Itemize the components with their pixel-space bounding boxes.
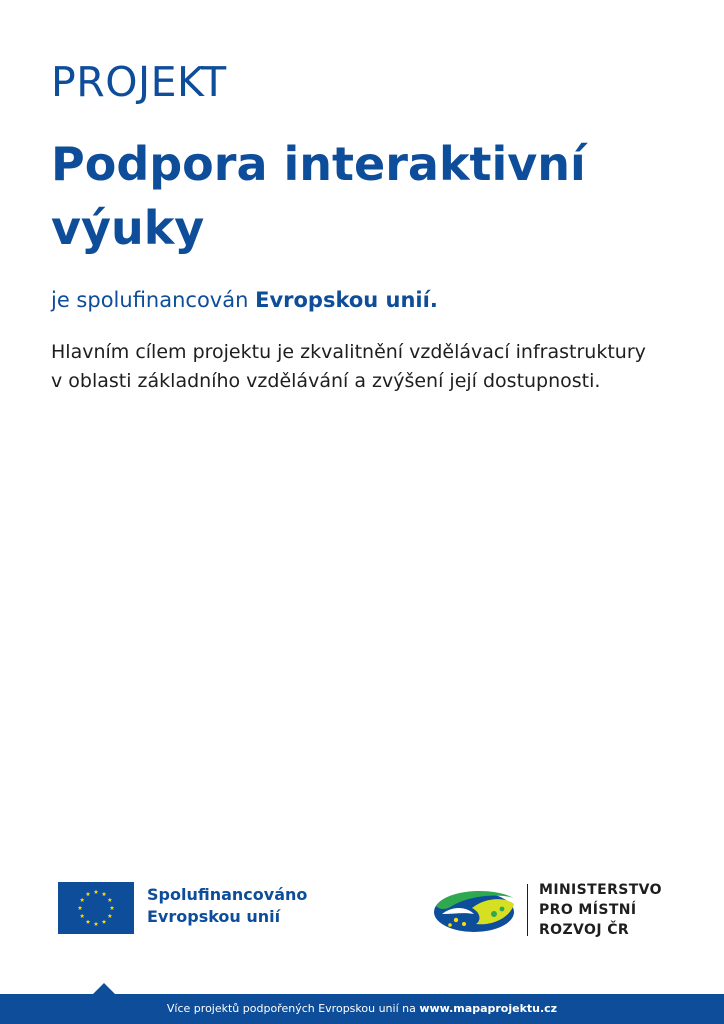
footer-link[interactable]: www.mapaprojektu.cz: [419, 1002, 558, 1015]
goal-line-1: Hlavním cílem projektu je zkvalitnění vzdělávací infrastruktury: [51, 341, 646, 363]
eu-flag-icon: [58, 882, 134, 934]
footer-text-prefix: Více projektů podpořených Evropskou unií na: [166, 1002, 420, 1015]
project-goal: [51, 338, 691, 396]
footer-text: [0, 994, 724, 1024]
eu-logo-line-1: Spolufinancováno: [147, 885, 308, 904]
mmr-logo-line-3: ROZVOJ ČR: [539, 922, 630, 938]
goal-line-2: v oblasti základního vzdělávání a zvýšení její dostupnosti.: [51, 370, 601, 392]
eu-logo: [58, 882, 308, 936]
project-title: Podpora interaktivní výuky: [51, 137, 586, 255]
mmr-logo: [432, 880, 682, 940]
mmr-logo-line-2: PRO MÍSTNÍ: [539, 902, 637, 918]
project-kicker: PROJEKT: [51, 58, 227, 106]
mmr-logo-text: [539, 880, 662, 940]
cofinanced-emphasis: Evropskou unií.: [255, 288, 438, 312]
mmr-emblem-icon: [432, 884, 516, 934]
footer-bar: [0, 994, 724, 1024]
cofinanced-prefix: je spolufinancován: [51, 288, 256, 312]
eu-logo-text: [147, 884, 307, 928]
cofinanced-statement: [51, 284, 438, 316]
mmr-divider: [527, 884, 528, 936]
eu-logo-line-2: Evropskou unií: [147, 907, 281, 926]
mmr-logo-line-1: MINISTERSTVO: [539, 882, 662, 898]
